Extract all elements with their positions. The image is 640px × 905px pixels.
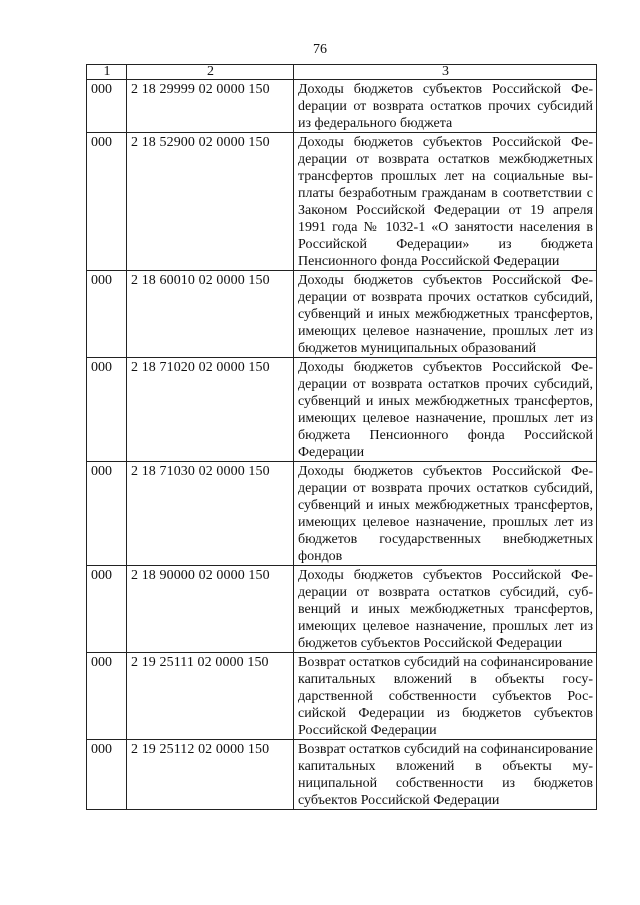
- admin-code-cell: 000: [87, 653, 127, 740]
- classification-code-cell: 2 18 60010 02 0000 150: [127, 271, 294, 358]
- classification-code-cell: 2 19 25111 02 0000 150: [127, 653, 294, 740]
- revenue-name-cell: Доходы бюджетов субъектов Российской Феdерации от возврата остатков прочих субсидий из федерального бюджета: [294, 80, 597, 133]
- admin-code-cell: 000: [87, 358, 127, 462]
- classification-code-cell: 2 18 29999 02 0000 150: [127, 80, 294, 133]
- table-row: [87, 358, 597, 462]
- table-row: [87, 271, 597, 358]
- page-number: 76: [313, 42, 327, 57]
- admin-code-cell: 000: [87, 271, 127, 358]
- classification-code-cell: 2 18 52900 02 0000 150: [127, 133, 294, 271]
- classification-code-cell: 2 18 71020 02 0000 150: [127, 358, 294, 462]
- column-header-name: 3: [294, 65, 597, 80]
- admin-code-cell: 000: [87, 566, 127, 653]
- table-body: [87, 80, 597, 810]
- classification-code-cell: 2 18 71030 02 0000 150: [127, 462, 294, 566]
- table-row: [87, 133, 597, 271]
- table-header-row: [87, 65, 597, 80]
- revenue-name-cell: Доходы бюджетов субъектов Российской Федерации от возврата остатков прочих субсидий, субвенций и иных межбюджетных трансфертов, имеющих целевое назначение, прошлых лет из бюджета Пенсионного фонда Российской Федерации: [294, 358, 597, 462]
- admin-code-cell: 000: [87, 80, 127, 133]
- budget-classification-table: [86, 64, 597, 810]
- table-row: [87, 80, 597, 133]
- table-row: [87, 653, 597, 740]
- revenue-name-cell: Доходы бюджетов субъектов Российской Федерации от возврата прочих остатков субсидий, субвенций и иных межбюджетных трансфертов, имеющих целевое назначение, прошлых лет из бюджетов муниципальных образований: [294, 271, 597, 358]
- table-row: [87, 740, 597, 810]
- revenue-name-cell: Возврат остатков субсидий на софинансирование капитальных вложений в объекты муниципальной собственности из бюджетов субъектов Российской Федерации: [294, 740, 597, 810]
- revenue-name-cell: Доходы бюджетов субъектов Российской Федерации от возврата прочих остатков субсидий, субвенций и иных межбюджетных трансфертов, имеющих целевое назначение, прошлых лет из бюджетов государственных внебюджетных фондов: [294, 462, 597, 566]
- table-row: [87, 566, 597, 653]
- table-row: [87, 462, 597, 566]
- classification-code-cell: 2 18 90000 02 0000 150: [127, 566, 294, 653]
- revenue-name-cell: Доходы бюджетов субъектов Российской Федерации от возврата остатков межбюджетных трансфертов прошлых лет на социальные выплаты безработным гражданам в соответствии с Законом Российской Федерации от 19 апреля 1991 года № 1032-1 «О занятости населения в Российской Федерации» из бюджета Пенсионного фонда Российской Федерации: [294, 133, 597, 271]
- admin-code-cell: 000: [87, 133, 127, 271]
- revenue-name-cell: Доходы бюджетов субъектов Российской Федерации от возврата остатков субсидий, субвенций и иных межбюджетных трансфертов, имеющих целевое назначение, прошлых лет из бюджетов субъектов Российской Федерации: [294, 566, 597, 653]
- revenue-name-cell: Возврат остатков субсидий на софинансирование капитальных вложений в объекты государственной собственности субъектов Российской Федерации из бюджетов субъектов Российской Федерации: [294, 653, 597, 740]
- classification-code-cell: 2 19 25112 02 0000 150: [127, 740, 294, 810]
- column-header-code: 2: [127, 65, 294, 80]
- admin-code-cell: 000: [87, 462, 127, 566]
- column-header-admin: 1: [87, 65, 127, 80]
- admin-code-cell: 000: [87, 740, 127, 810]
